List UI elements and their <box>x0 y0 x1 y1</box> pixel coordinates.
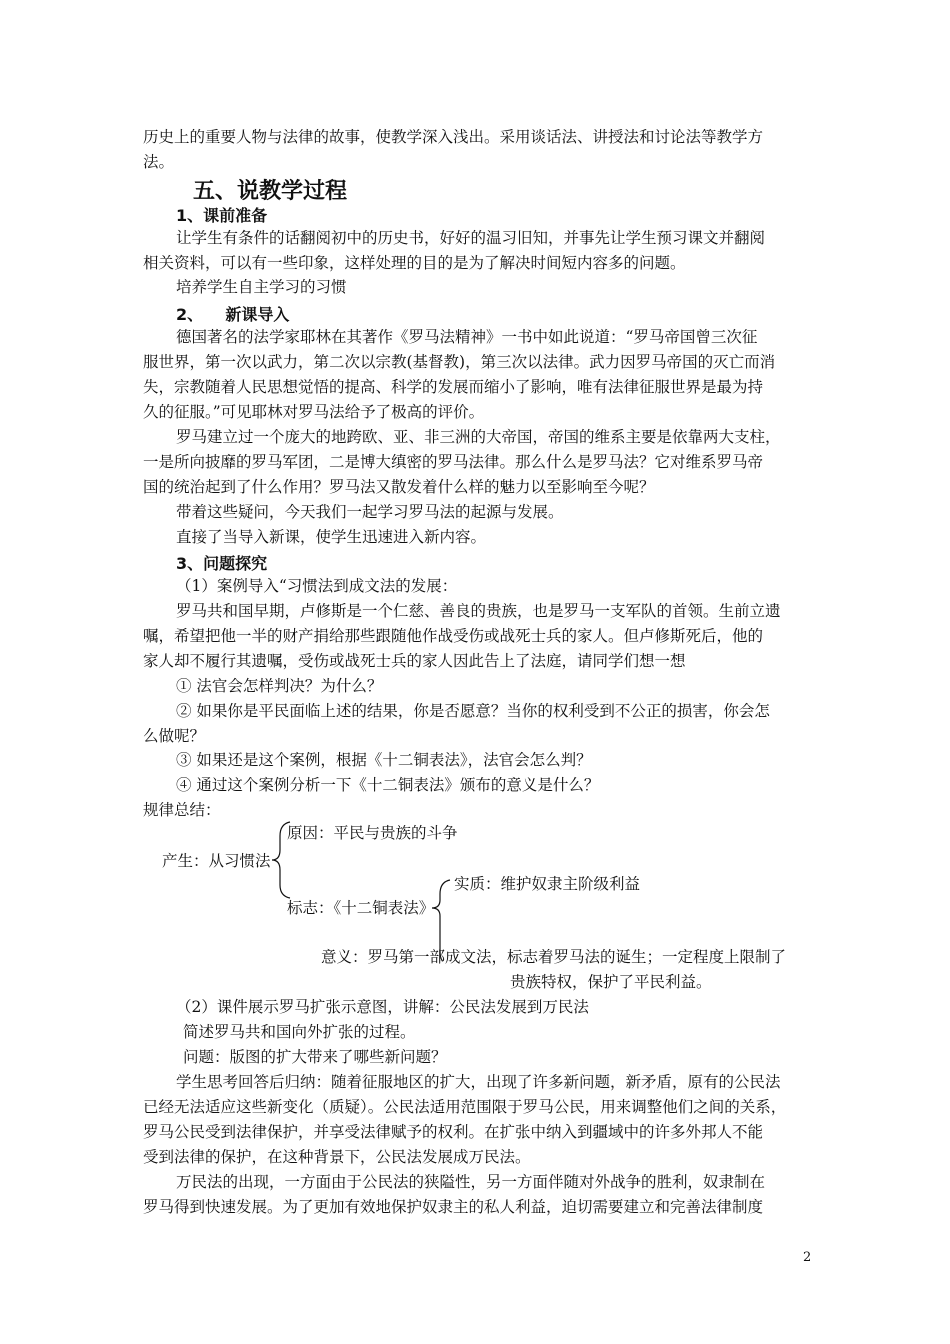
diagram-essence: 实质：维护奴隶主阶级利益 <box>454 875 641 893</box>
diagram-mark: 标志：《十二铜表法》 <box>287 899 435 917</box>
text-line: 罗马公民受到法律保护，并享受法律赋予的权利。在扩张中纳入到疆域中的许多外邦人不能 <box>143 1123 764 1141</box>
text-line: 久的征服。”可见耶林对罗马法给予了极高的评价。 <box>143 403 485 421</box>
text-line: 失，宗教随着人民思想觉悟的提高、科学的发展而缩小了影响，唯有法律征服世界是最为持 <box>143 378 764 396</box>
text-line: 培养学生自主学习的习惯 <box>176 278 347 296</box>
text-line: （1）案例导入“习惯法到成文法的发展： <box>176 577 458 595</box>
question-line: ② 如果你是平民面临上述的结果，你是否愿意？当你的权利受到不公正的损害，你会怎 <box>176 702 770 720</box>
text-line: 问题：版图的扩大带来了哪些新问题？ <box>183 1048 447 1066</box>
diagram-meaning: 贵族特权，保护了平民利益。 <box>510 973 712 991</box>
text-line: 一是所向披靡的罗马军团，二是博大缜密的罗马法律。那么什么是罗马法？它对维系罗马帝 <box>143 453 764 471</box>
text-line: （2）课件展示罗马扩张示意图，讲解：公民法发展到万民法 <box>176 998 589 1016</box>
text-line: 让学生有条件的话翻阅初中的历史书，好好的温习旧知，并事先让学生预习课文并翻阅 <box>176 229 766 247</box>
text-line: 受到法律的保护，在这种背景下，公民法发展成万民法。 <box>143 1148 531 1166</box>
text-line: 家人却不履行其遗嘱，受伤或战死士兵的家人因此告上了法庭，请同学们想一想 <box>143 652 686 670</box>
text-line: 相关资料，可以有一些印象，这样处理的目的是为了解决时间短内容多的问题。 <box>143 254 686 272</box>
text-line: 罗马建立过一个庞大的地跨欧、亚、非三洲的大帝国，帝国的维系主要是依靠两大支柱， <box>176 428 781 446</box>
summary-label: 规律总结： <box>143 801 221 819</box>
diagram-reason: 原因：平民与贵族的斗争 <box>287 824 458 842</box>
text-line: 学生思考回答后归纳：随着征服地区的扩大，出现了许多新问题，新矛盾，原有的公民法 <box>176 1073 781 1091</box>
text-line: 万民法的出现，一方面由于公民法的狭隘性，另一方面伴随对外战争的胜利，奴隶制在 <box>176 1173 766 1191</box>
text-line: 罗马共和国早期，卢修斯是一个仁慈、善良的贵族，也是罗马一支军队的首领。生前立遗 <box>176 602 781 620</box>
diagram-origin: 产生：从习惯法 <box>162 852 271 870</box>
diagram-meaning: 意义：罗马第一部成文法，标志着罗马法的诞生；一定程度上限制了 <box>321 948 787 966</box>
subsection-heading: 3、问题探究 <box>176 554 268 573</box>
text-line: 已经无法适应这些新变化（质疑）。公民法适用范围限于罗马公民，用来调整他们之间的关系， <box>143 1098 787 1116</box>
subsection-heading: 2、 新课导入 <box>176 305 290 324</box>
question-line: ③ 如果还是这个案例，根据《十二铜表法》，法官会怎么判？ <box>176 751 592 769</box>
text-line: 法。 <box>143 153 175 171</box>
text-line: 历史上的重要人物与法律的故事，使教学深入浅出。采用谈话法、讲授法和讨论法等教学方 <box>143 128 764 146</box>
text-line: 罗马得到快速发展。为了更加有效地保护奴隶主的私人利益，迫切需要建立和完善法律制度 <box>143 1198 764 1216</box>
question-line: 么做呢？ <box>143 727 206 745</box>
question-line: ④ 通过这个案例分析一下《十二铜表法》颁布的意义是什么？ <box>176 776 600 794</box>
text-line: 服世界，第一次以武力，第二次以宗教(基督教)，第三次以法律。武力因罗马帝国的灭亡而消 <box>143 353 776 371</box>
subsection-heading: 1、课前准备 <box>176 206 268 225</box>
text-line: 带着这些疑问，今天我们一起学习罗马法的起源与发展。 <box>176 503 564 521</box>
text-line: 国的统治起到了什么作用？罗马法又散发着什么样的魅力以至影响至今呢？ <box>143 478 655 496</box>
text-line: 德国著名的法学家耶林在其著作《罗马法精神》一书中如此说道：“罗马帝国曾三次征 <box>176 328 758 346</box>
question-line: ① 法官会怎样判决？为什么？ <box>176 677 383 695</box>
section-heading: 五、说教学过程 <box>193 179 348 204</box>
text-line: 嘱，希望把他一半的财产捐给那些跟随他作战受伤或战死士兵的家人。但卢修斯死后，他的 <box>143 627 764 645</box>
text-line: 简述罗马共和国向外扩张的过程。 <box>183 1023 416 1041</box>
page-number: 2 <box>803 1250 812 1265</box>
text-line: 直接了当导入新课，使学生迅速进入新内容。 <box>176 528 487 546</box>
